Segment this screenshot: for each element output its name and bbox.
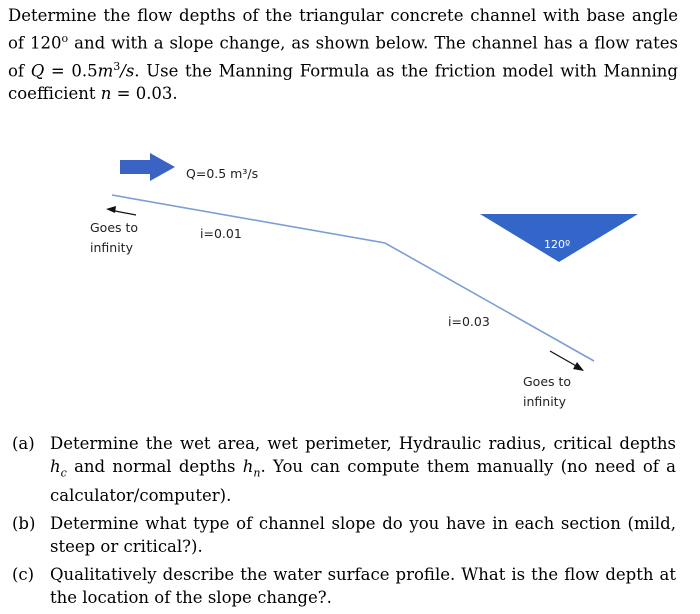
question-list: [8, 432, 676, 614]
question-a: (a) Determine the wet area, wet perimeter, Hydraulic radius, critical depths $h_c$ and normal depths $h_n$. You can compute them manually (no need of a calculator/computer).: [12, 434, 677, 506]
right-infinity-arrow: [550, 351, 578, 367]
flow-arrow: [120, 153, 175, 181]
right-arrow-head: [573, 362, 584, 371]
left-goes-to-label: Goes to: [90, 220, 139, 235]
question-b: (b) Determine what type of channel slope do you have in each section (mild, steep or critical?).: [12, 514, 676, 557]
slope-label-downstream: i=0.03: [448, 314, 490, 329]
left-infinity-label: infinity: [90, 240, 133, 255]
angle-label: 120º: [544, 238, 571, 251]
question-c: (c) Qualitatively describe the water surface profile. What is the flow depth at the location of the slope change?.: [12, 565, 676, 608]
right-infinity-label: infinity: [523, 394, 566, 409]
problem-statement: Determine the flow depths of the triangular concrete channel with base angle of 120$^o$ and with a slope change, as shown below. The channel has a flow rates of $Q = 0.5m^3/s$. Use the Manning Formula as the friction model with Manning coefficient n = 0.03.: [8, 6, 678, 103]
left-arrow-head: [106, 206, 116, 213]
slope-label-upstream: i=0.01: [200, 226, 242, 241]
flow-rate-label: Q=0.5 m³/s: [186, 166, 259, 181]
right-goes-to-label: Goes to: [523, 374, 572, 389]
